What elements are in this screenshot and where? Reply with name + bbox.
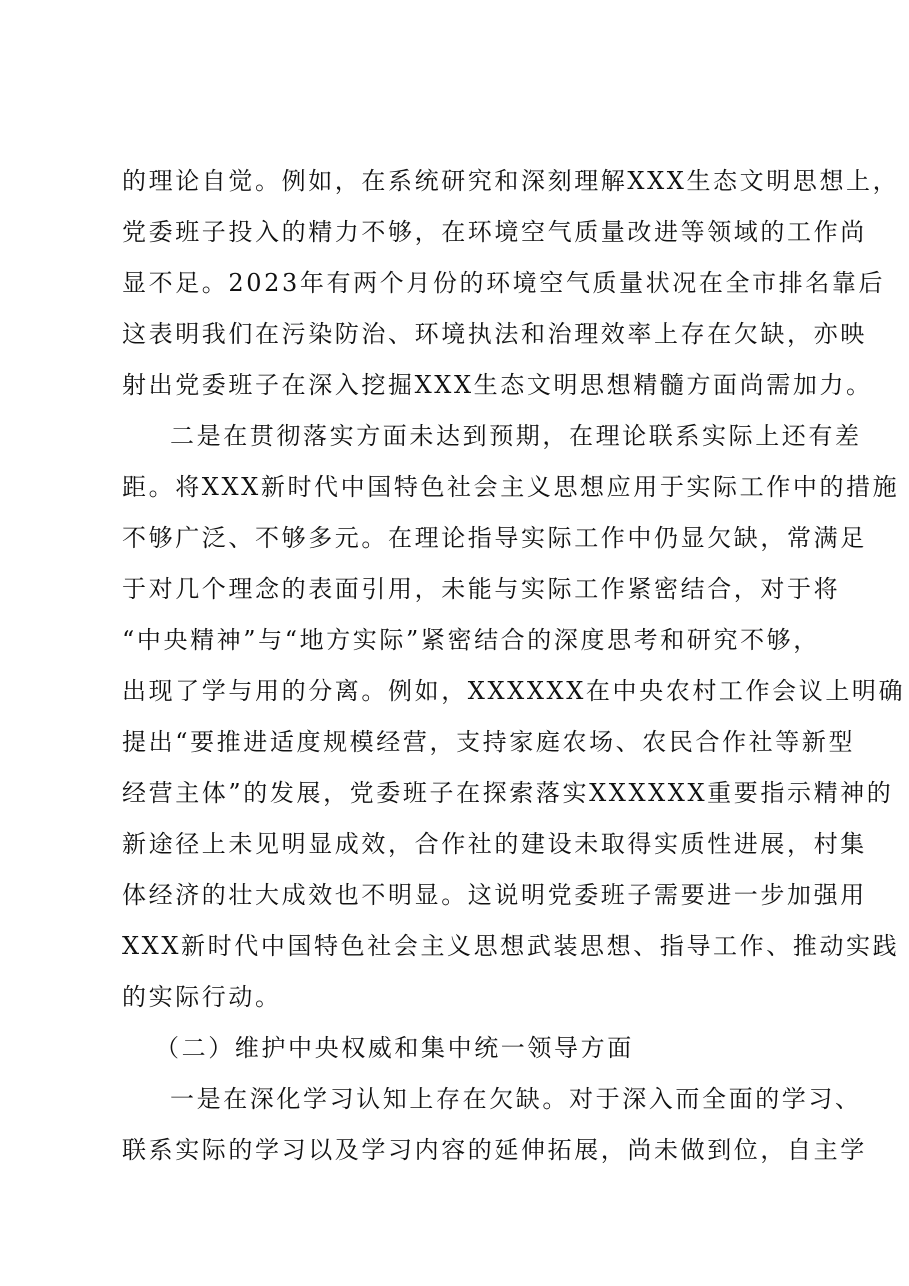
text-line: 新途径上未见明显成效，合作社的建设未取得实质性进展，村集 <box>122 830 867 858</box>
text-line: 经营主体”的发展，党委班子在探索落实XXXXXX重要指示精神的 <box>122 779 894 807</box>
text-line: 的理论自觉。例如，在系统研究和深刻理解XXX生态文明思想上， <box>122 167 900 195</box>
paragraph-first-line: 一是在深化学习认知上存在欠缺。对于深入而全面的学习、 <box>170 1085 862 1113</box>
text-line: 显不足。2023年有两个月份的环境空气质量状况在全市排名靠后 <box>122 269 886 297</box>
text-line: 联系实际的学习以及学习内容的延伸拓展，尚未做到位，自主学 <box>122 1136 867 1164</box>
text-line: XXX新时代中国特色社会主义思想武装思想、指导工作、推动实践 <box>122 932 900 960</box>
text-line: 体经济的壮大成效也不明显。这说明党委班子需要进一步加强用 <box>122 881 867 909</box>
text-line: 射出党委班子在深入挖掘XXX生态文明思想精髓方面尚需加力。 <box>122 371 873 399</box>
section-heading: （二）维护中央权威和集中统一领导方面 <box>155 1034 634 1062</box>
text-line: 不够广泛、不够多元。在理论指导实际工作中仍显欠缺，常满足 <box>122 524 867 552</box>
text-line: 出现了学与用的分离。例如，XXXXXX在中央农村工作会议上明确 <box>122 677 906 705</box>
text-line: 距。将XXX新时代中国特色社会主义思想应用于实际工作中的措施 <box>122 473 900 501</box>
text-line: 提出“要推进适度规模经营，支持家庭农场、农民合作社等新型 <box>122 728 856 756</box>
text-line: 党委班子投入的精力不够，在环境空气质量改进等领域的工作尚 <box>122 218 867 246</box>
text-line: 的实际行动。 <box>122 983 282 1011</box>
text-line: 这表明我们在污染防治、环境执法和治理效率上存在欠缺，亦映 <box>122 320 867 348</box>
paragraph-first-line: 二是在贯彻落实方面未达到预期，在理论联系实际上还有差 <box>170 422 862 450</box>
text-line: 于对几个理念的表面引用，未能与实际工作紧密结合，对于将 <box>122 575 841 603</box>
text-line: “中央精神”与“地方实际”紧密结合的深度思考和研究不够， <box>122 626 820 654</box>
